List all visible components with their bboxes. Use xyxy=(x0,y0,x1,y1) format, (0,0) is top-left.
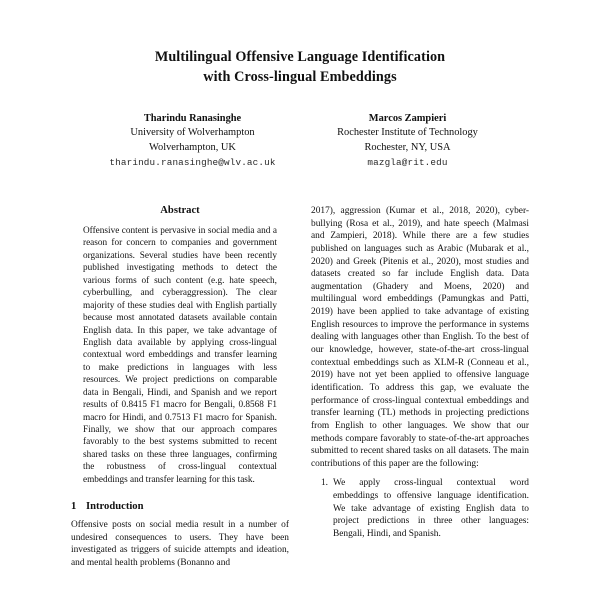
list-item-marker: 1. xyxy=(320,478,328,489)
author-2-name: Marcos Zampieri xyxy=(368,113,447,125)
abstract-body xyxy=(71,225,289,486)
page-title xyxy=(85,47,515,87)
intro-paragraph-1: Offensive posts on social media result in a number of undesired consequences to users. They have been investigated as triggers of suicide attempts and ideation, and mental health problems (Bonanno and xyxy=(71,520,289,569)
title-line-1: Multilingual Offensive Language Identification xyxy=(154,49,446,65)
list-item-text: We apply cross-lingual contextual word embeddings to offensive language identification. We take advantage of existing English data to project predictions in three other languages: Bengali, Hindi, and Spanish. xyxy=(333,478,529,540)
title-line-2: with Cross-lingual Embeddings xyxy=(203,69,397,86)
two-column-body xyxy=(0,205,600,570)
section-heading-introduction xyxy=(71,501,289,512)
section-number: 1 xyxy=(71,501,77,513)
title-block xyxy=(0,0,600,87)
abstract-text: Offensive content is pervasive in social media and a reason for concern to companies and government organizations. Several studies have been recently published investigating methods to detect the various forms of such content (e.g. hate speech, cyberbulling, and cyberaggression). The clear majority of these studies deal with English partially because most annotated datasets available contain English data. In this paper, we take advantage of English data available by applying cross-lingual contextual word embeddings and transfer learning to make predictions in languages with less resources. We project predictions on comparable data in Bengali, Hindi, and Spanish and we report results of 0.8415 F1 macro for Bengali, 0.8568 F1 macro for Hindi, and 0.7513 F1 macro for Spanish. Finally, we show that our approach compares favorably to the best systems submitted to recent shared tasks on these three languages, confirming the robustness of cross-lingual contextual embeddings and transfer learning for this task. xyxy=(83,226,277,485)
author-1-location: Wolverhampton, UK xyxy=(149,141,236,153)
author-block xyxy=(0,112,600,169)
contributions-list xyxy=(311,477,529,540)
list-item xyxy=(311,477,529,540)
author-2-email[interactable]: mazgla@rit.edu xyxy=(367,156,448,168)
right-paragraph-1: 2017), aggression (Kumar et al., 2018, 2020), cyber-bullying (Rosa et al., 2019), and hate speech (Malmasi and Zampieri, 2018). While there are a few studies published on languages such as Arabic (Mubarak et al., 2020) and Greek (Pitenis et al., 2020), most studies and datasets created so far include English data. Data augmentation (Ghadery and Moens, 2020) and multilingual word embeddings (Pamungkas and Patti, 2019) have been applied to take advantage of existing English resources to improve the performance in systems dealing with languages other than English. To the best of our knowledge, however, state-of-the-art cross-lingual contextual embeddings such as XLM-R (Conneau et al., 2019) have not yet been applied to offensive language identification. To address this gap, we evaluate the performance of cross-lingual contextual embeddings and transfer learning (TL) methods in projecting predictions from English to other languages. We show that our methods compare favorably to state-of-the-art approaches submitted to recent shared tasks on all datasets. The main contributions of this paper are the following: xyxy=(311,206,529,469)
right-column xyxy=(311,205,529,570)
author-2-affiliation: Rochester Institute of Technology xyxy=(337,127,478,139)
left-column xyxy=(71,205,289,570)
author-1-name: Tharindu Ranasinghe xyxy=(143,113,242,125)
section-title: Introduction xyxy=(86,501,144,513)
author-1-affiliation: University of Wolverhampton xyxy=(130,127,255,139)
author-1 xyxy=(85,112,300,169)
author-1-email[interactable]: tharindu.ranasinghe@wlv.ac.uk xyxy=(109,156,276,168)
author-2-location: Rochester, NY, USA xyxy=(364,141,451,153)
abstract-heading: Abstract xyxy=(160,205,200,216)
author-2 xyxy=(300,112,515,169)
